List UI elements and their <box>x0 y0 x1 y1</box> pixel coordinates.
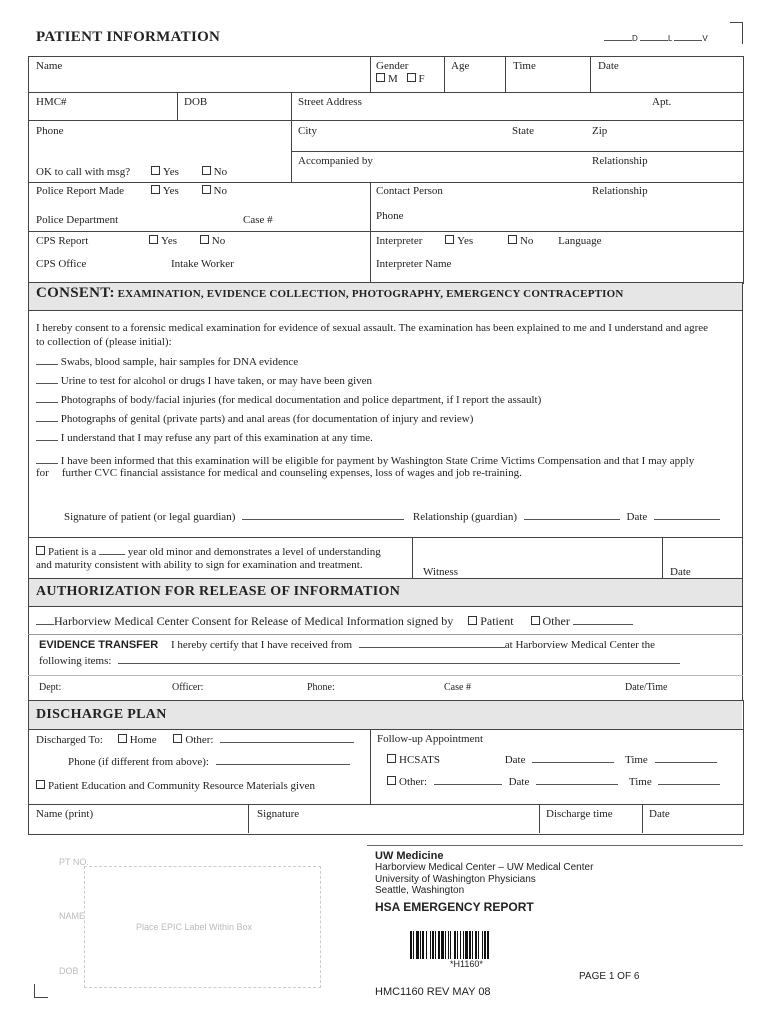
barcode-text: *H1160* <box>450 959 483 969</box>
corner-mark <box>730 22 742 23</box>
signed-by-patient-checkbox[interactable] <box>468 616 477 625</box>
cps-office-label: CPS Office <box>36 258 87 270</box>
interpreter-no[interactable] <box>508 235 517 244</box>
sig-date-label: Date <box>626 511 648 523</box>
consent-intro-1: I hereby consent to a forensic medical examination for evidence of sexual assault. The examination has been explained to me and I understand and agree <box>36 322 709 334</box>
other-appt-field[interactable] <box>434 775 502 785</box>
officer-case-label: Case # <box>444 682 471 693</box>
female-checkbox[interactable] <box>407 73 416 82</box>
ok-to-call-no[interactable] <box>202 166 211 175</box>
ok-to-call-yes[interactable] <box>151 166 160 175</box>
police-report: Police Report Made Yes No <box>36 185 227 197</box>
home-checkbox[interactable] <box>118 734 127 743</box>
discharged-to-line: Discharged To: Home Other: <box>36 733 354 746</box>
hcsats-row: HCSATS Date Time <box>387 753 717 766</box>
cps-report: CPS Report Yes No <box>36 235 226 247</box>
police-report-yes[interactable] <box>151 185 160 194</box>
time-label: Time <box>513 60 536 72</box>
date-time-label: Date/Time <box>625 682 668 693</box>
intake-worker-label: Intake Worker <box>171 258 234 270</box>
consent-item: Photographs of body/facial injuries (for medical documentation and police department, if I report the assault) <box>36 393 541 406</box>
initial-field[interactable] <box>36 412 58 422</box>
discharge-phone-field[interactable] <box>216 755 350 765</box>
other-appt-checkbox[interactable] <box>387 776 396 785</box>
discharge-heading: DISCHARGE PLAN <box>36 707 167 722</box>
language-label: Language <box>558 235 602 247</box>
cps-report-no[interactable] <box>200 235 209 244</box>
age-label: Age <box>451 60 470 72</box>
other-appt-time-field[interactable] <box>658 775 720 785</box>
interpreter-row: Interpreter Yes No Language <box>376 235 602 247</box>
relationship-label: Relationship <box>592 155 648 167</box>
male-checkbox[interactable] <box>376 73 385 82</box>
signed-by-other-checkbox[interactable] <box>531 616 540 625</box>
police-report-no[interactable] <box>202 185 211 194</box>
guardian-label: Relationship (guardian) <box>412 511 518 523</box>
initial-field[interactable] <box>36 393 58 403</box>
evidence-transfer-label: EVIDENCE TRANSFER <box>39 639 159 651</box>
corner-l: L <box>668 34 673 43</box>
signature-label: Signature of patient (or legal guardian) <box>64 511 236 523</box>
education-line: Patient Education and Community Resource Materials given <box>36 780 315 792</box>
minor-line-2: and maturity consistent with ability to sign for examination and treatment. <box>36 559 363 571</box>
initial-field[interactable] <box>36 355 58 365</box>
officer-phone-label: Phone: <box>307 682 335 693</box>
education-checkbox[interactable] <box>36 780 45 789</box>
minor-checkbox[interactable] <box>36 546 45 555</box>
gender-label: Gender <box>376 60 409 72</box>
ok-to-call: OK to call with msg? Yes No <box>36 166 228 178</box>
following-items-field[interactable] <box>118 654 680 664</box>
form-number: HMC1160 REV MAY 08 <box>375 986 491 998</box>
phone-if-line: Phone (if different from above): <box>68 755 350 768</box>
report-title: HSA EMERGENCY REPORT <box>375 900 534 914</box>
name-label: Name <box>36 60 63 72</box>
dept-label: Dept: <box>39 682 62 693</box>
guardian-field[interactable] <box>524 510 620 520</box>
release-consent-line: Harborview Medical Center Consent for Release of Medical Information signed by Patient Other <box>36 614 633 629</box>
contact-person-label: Contact Person <box>376 185 443 197</box>
org-line-1: Harborview Medical Center – UW Medical Center <box>375 862 594 873</box>
other-appt-row: Other: Date Time <box>387 775 720 788</box>
dob-label: DOB <box>184 96 208 108</box>
org-name: UW Medicine <box>375 850 444 862</box>
followup-label: Follow-up Appointment <box>377 733 484 745</box>
discharge-other-field[interactable] <box>220 733 354 743</box>
minor-age-field[interactable] <box>99 545 125 555</box>
org-line-2: University of Washington Physicians <box>375 874 536 885</box>
police-case-label: Case # <box>243 214 273 226</box>
signature-label-discharge: Signature <box>257 808 300 820</box>
authorization-heading: AUTHORIZATION FOR RELEASE OF INFORMATION <box>36 584 401 599</box>
discharge-time-label: Discharge time <box>546 808 613 820</box>
gender-options <box>376 73 425 85</box>
witness-label: Witness <box>423 566 458 578</box>
signature-line <box>64 510 720 523</box>
page-number: PAGE 1 OF 6 <box>579 971 640 982</box>
interpreter-label: Interpreter <box>376 235 423 247</box>
corner-d: D <box>632 34 638 43</box>
epic-label-placeholder: Place EPIC Label Within Box <box>136 922 253 932</box>
consent-item: Photographs of genital (private parts) and anal areas (for documentation of injury and review) <box>36 412 473 425</box>
consent-item: Urine to test for alcohol or drugs I have taken, or may have been given <box>36 374 372 387</box>
city-label: City <box>298 125 317 137</box>
final-date-label: Date <box>649 808 670 820</box>
name-print-label: Name (print) <box>36 808 94 820</box>
consent-heading: CONSENT: EXAMINATION, EVIDENCE COLLECTION, PHOTOGRAPHY, EMERGENCY CONTRACEPTION <box>36 285 624 301</box>
corner-mark-v <box>742 22 743 44</box>
female-label: F <box>418 73 425 85</box>
footer-dob-label: DOB <box>59 966 79 976</box>
org-line-3: Seattle, Washington <box>375 885 465 896</box>
signature-field[interactable] <box>242 510 404 520</box>
initial-field[interactable] <box>36 454 58 464</box>
other-checkbox[interactable] <box>173 734 182 743</box>
minor-line-1: Patient is a year old minor and demonstrates a level of understanding <box>36 545 381 558</box>
police-department-label: Police Department <box>36 214 119 226</box>
officer-label: Officer: <box>172 682 204 693</box>
pt-no-label: PT NO. <box>59 857 89 867</box>
barcode-icon <box>410 931 536 959</box>
initial-field[interactable] <box>36 374 58 384</box>
police-report-label: Police Report Made <box>36 185 124 197</box>
cvc-line-2: for further CVC financial assistance for medical and counseling expenses, loss of wages and job re-training. <box>36 467 522 479</box>
page-title: PATIENT INFORMATION <box>36 29 221 45</box>
consent-intro-2: to collection of (please initial): <box>36 336 172 348</box>
date-label: Date <box>598 60 619 72</box>
accompanied-label: Accompanied by <box>298 155 373 167</box>
contact-phone-label: Phone <box>376 210 404 222</box>
evidence-transfer-line: EVIDENCE TRANSFER I hereby certify that I have received from at Harborview Medical Center the <box>39 639 656 651</box>
corner-v: V <box>702 34 708 43</box>
zip-label: Zip <box>592 125 608 137</box>
apt-label: Apt. <box>652 96 672 108</box>
contact-relationship-label: Relationship <box>592 185 648 197</box>
consent-item: I understand that I may refuse any part of this examination at any time. <box>36 431 373 444</box>
corner-dlv <box>604 31 708 43</box>
interpreter-yes[interactable] <box>445 235 454 244</box>
hcsats-time-field[interactable] <box>655 753 717 763</box>
signed-by-other-field[interactable] <box>573 615 633 625</box>
hcsats-date-field[interactable] <box>532 753 614 763</box>
male-label: M <box>388 73 398 85</box>
ok-to-call-label: OK to call with msg? <box>36 166 131 178</box>
footer-name-label: NAME <box>59 911 86 921</box>
consent-item: Swabs, blood sample, hair samples for DNA evidence <box>36 355 298 368</box>
witness-date-label: Date <box>670 566 691 578</box>
interpreter-name-label: Interpreter Name <box>376 258 452 270</box>
cps-report-label: CPS Report <box>36 235 89 247</box>
received-from-field[interactable] <box>359 638 505 648</box>
initial-field[interactable] <box>36 431 58 441</box>
hcsats-checkbox[interactable] <box>387 754 396 763</box>
following-items-line: following items: <box>39 654 680 667</box>
street-label: Street Address <box>298 96 362 108</box>
phone-label: Phone <box>36 125 64 137</box>
cvc-line-1: I have been informed that this examination will be eligible for payment by Washington State Crime Victims Compensation and that I may apply <box>36 454 694 467</box>
sig-date-field[interactable] <box>654 510 720 520</box>
state-label: State <box>512 125 534 137</box>
other-appt-date-field[interactable] <box>536 775 618 785</box>
hmc-label: HMC# <box>36 96 67 108</box>
cps-report-yes[interactable] <box>149 235 158 244</box>
